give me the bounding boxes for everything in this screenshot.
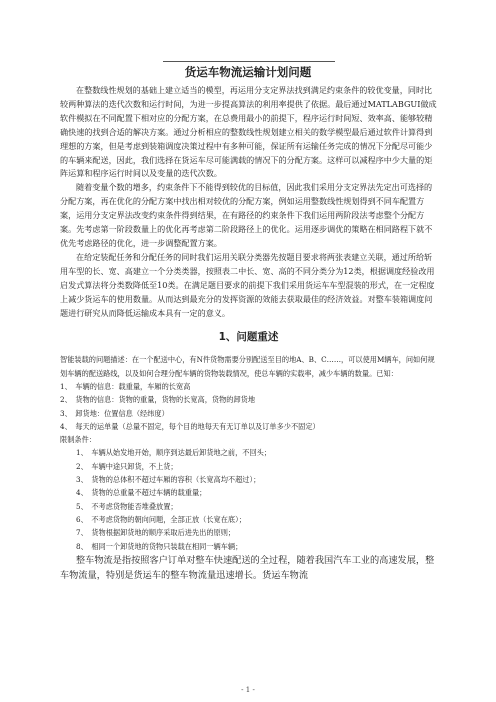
constraint-item-5: 5、 不考虑货物能否堆叠放置； xyxy=(76,501,178,511)
constraint-item-7: 7、 货物根据卸货地的顺序采取后进先出的原则； xyxy=(76,528,236,538)
known-item-2: 2、 货物的信息：货物的重量，货物的长宽高，货物的卸货地 xyxy=(60,395,256,405)
document-title: 货运车物流运输计划问题 xyxy=(184,65,312,79)
known-item-3: 3、 卸货地：位置信息（经纬度） xyxy=(60,408,169,418)
page-number: - 1 - xyxy=(241,686,255,694)
constraint-item-6: 6、 不考虑货物的朝向问题，全部正放（长宽在底）； xyxy=(76,514,246,524)
constraint-item-1: 1、 车辆从始发地开始，顺序到达最后卸货地之前，不回头； xyxy=(76,448,272,458)
intro-paragraph-3: 在给定装配任务和分配任务的同时我们运用关联分类器先按题目要求将两张表建立关联，通过所给斩用车型的长、宽、高建立一个分类类器，按照表二中长、宽、高的不同分类分为12类，根据调度经验改用启发式算法将分类数降低至10类。在满足题目要求的前提下我们采用货运车车型混装的形式，在一定程度上减少货运车的使用数量。从而达到最充分的发挥资源的效能去获取最佳的经济效益。对整车装箱调度问题进行研究从而降低运输成本具有一定的意义。 xyxy=(60,251,435,318)
intro-paragraph-2: 随着变量个数的增多，约束条件下不能得到较优的目标值，因此我们采用分支定界法先定出可选择的分配方案，再在优化的分配方案中找出相对较优的分配方案，例如运用整数线性规划得到不同车配置方案，运用分支定界法改变约束条件得到结果，在有路径的约束条件下我们运用两阶段法考虑整个分配方案。先考虑第一阶段数量上的优化再考虑第二阶段路径上的优化。运用逐步调优的策略在相同路程下就不优先考虑路径的优化，进一步调整配置方案。 xyxy=(60,182,433,248)
section-heading: 1、问题重述 xyxy=(218,331,279,344)
constraint-item-3: 3、 货物的总体积不超过车厢的容积（长宽高均不超过）； xyxy=(76,475,261,485)
constraint-item-2: 2、 车辆中途只卸货，不上货； xyxy=(76,461,178,471)
known-item-1: 1、 车辆的信息：载重量，车厢的长宽高 xyxy=(60,382,191,391)
constraint-item-8: 8、 相同一个卸货地的货物只装载在相同一辆车辆； xyxy=(76,541,243,551)
constraints-title: 限制条件： xyxy=(60,435,96,445)
closing-paragraph: 整车物流是指按照客户订单对整车快速配送的全过程，随着我国汽车工业的高速发展，整车物流量，特别是货运车的整车物流量迅速增长。货运车物流 xyxy=(60,554,435,582)
title-rule xyxy=(163,61,335,62)
document-body xyxy=(60,84,437,584)
known-item-4: 4、 每天的运单量（总量不固定，每个目的地每天有无订单以及订单多少不固定） xyxy=(60,421,320,431)
problem-description: 智能装载的问题描述：在一个配送中心，有N件货物需要分别配送至目的地A、B、C……，可以使用M辆车，问如何规划车辆的配送路线，以及如何合理分配车辆的货物装载情况，使总车辆的实载率，减少车辆的数量。已知： xyxy=(60,355,435,378)
constraint-item-4: 4、 货物的总重量不超过车辆的载重量； xyxy=(76,488,207,498)
intro-paragraph-1: 在整数线性规划的基础上建立适当的模型，再运用分支定界法找到满足约束条件的较优变量，同时比较两种算法的迭代次数和运行时间，为进一步提高算法的利用率提供了依据。最后通过MATLABGUI做成软件模拟在不同配置下相对应的分配方案，在总费用最小的前提下，程序运行时间短、效率高、能够较精确快速的找到合适的解决方案。通过分析相应的整数线性规划建立相关的数学模型最后通过软件计算得到理想的方案，但是考虑到装箱调度决策过程中有多种可能，保证所有运输任务完成的情况下分配尽可能少的车辆来配送，因此，我们选择在货运车尽可能满载的情况下的分配方案。这样可以减程序中少大量的矩阵运算和程序运行时间以及变量的迭代次数。 xyxy=(60,85,437,179)
